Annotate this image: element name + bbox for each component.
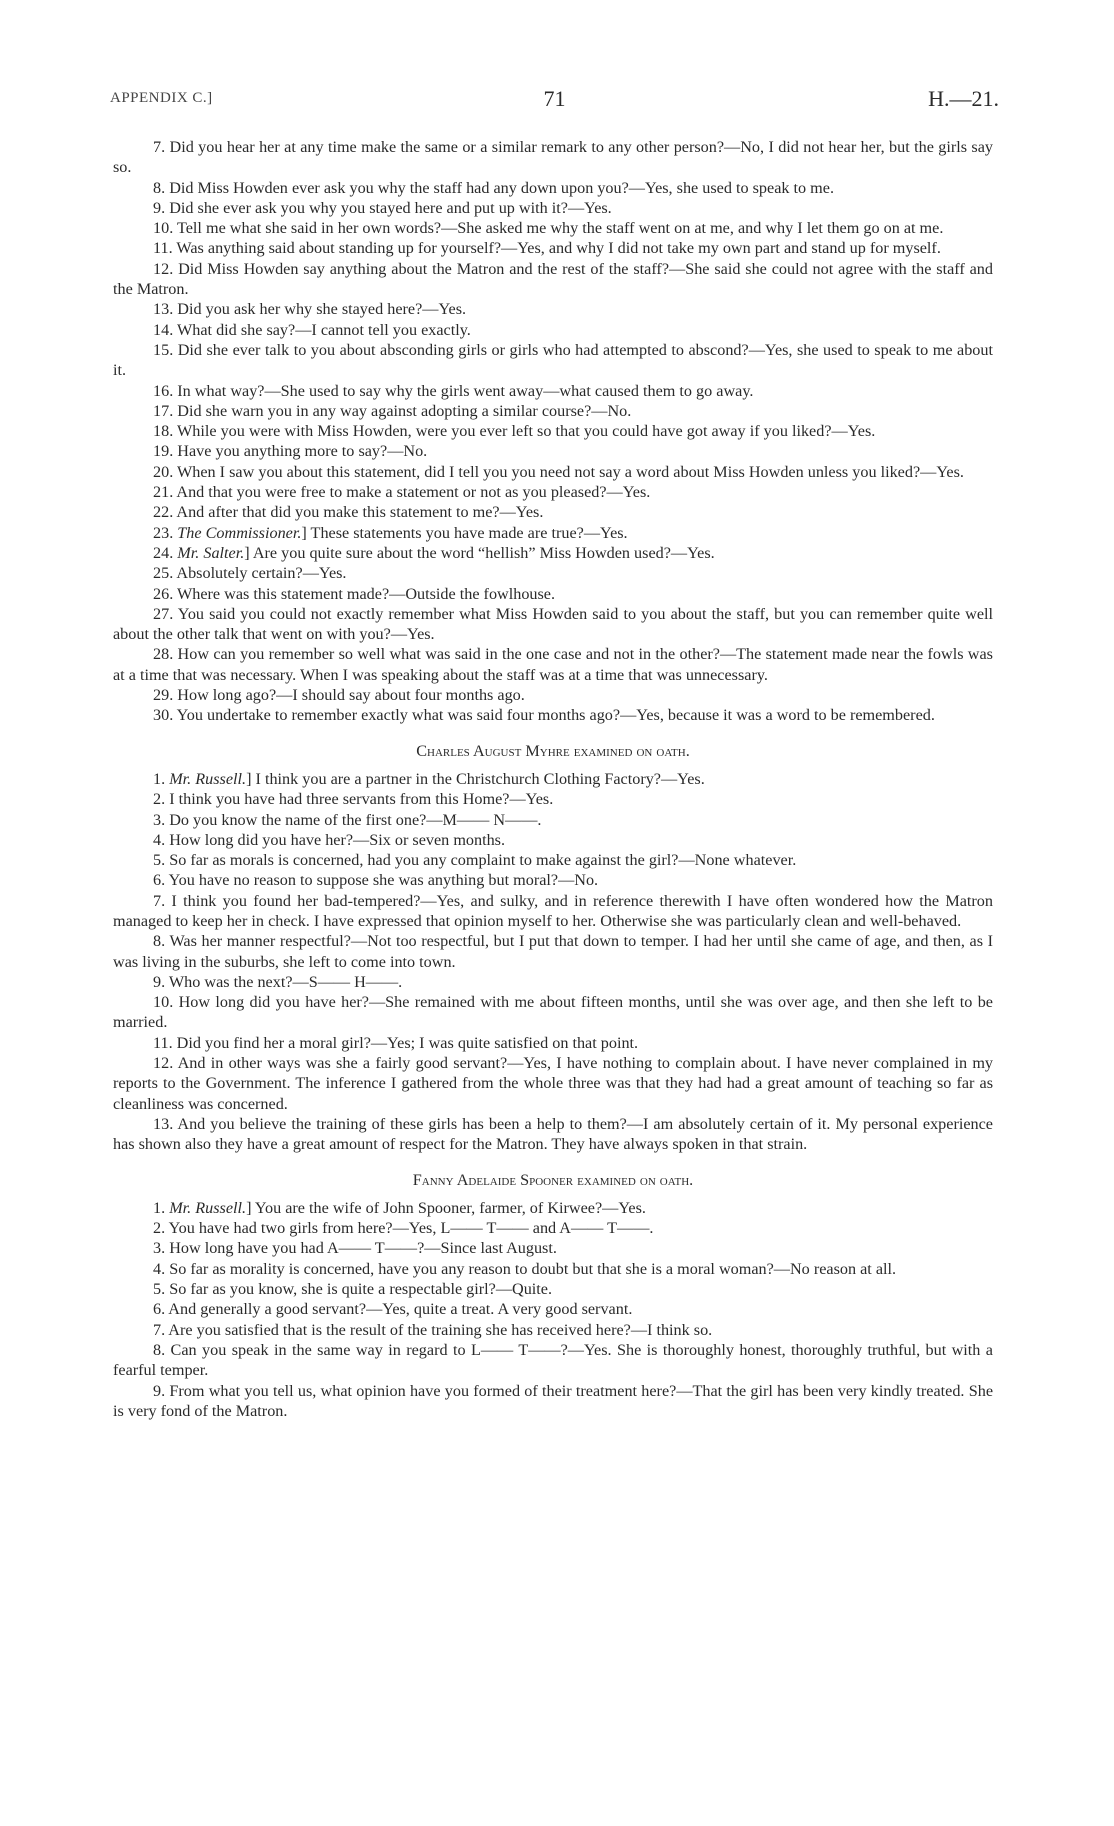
question-paragraph: 7. Did you hear her at any time make the same or a similar remark to any other person?—No, I did not hear her, but the girls say so. — [113, 138, 993, 177]
question-paragraph: 3. How long have you had A—— T——?—Since last August. — [153, 1239, 557, 1258]
question-paragraph: 2. I think you have had three servants from this Home?—Yes. — [153, 790, 554, 809]
question-paragraph: 4. How long did you have her?—Six or seven months. — [153, 830, 506, 849]
question-paragraph: 6. And generally a good servant?—Yes, quite a treat. A very good servant. — [153, 1300, 633, 1319]
question-text: ] These statements you have made are true?—Yes. — [301, 523, 628, 542]
question-paragraph: 21. And that you were free to make a statement or not as you pleased?—Yes. — [153, 483, 651, 502]
question-paragraph: 13. Did you ask her why she stayed here?—Yes. — [153, 300, 467, 319]
question-paragraph: 29. How long ago?—I should say about four months ago. — [153, 686, 525, 705]
question-paragraph: 4. So far as morality is concerned, have you any reason to doubt but that she is a moral woman?—No reason at all. — [153, 1259, 897, 1278]
question-number: 24. — [153, 543, 174, 562]
question-number: 1. — [153, 769, 166, 788]
question-paragraph: 19. Have you anything more to say?—No. — [153, 442, 428, 461]
witness-heading — [113, 1170, 993, 1190]
witness-name: Fanny Adelaide Spooner — [412, 1170, 574, 1189]
question-paragraph: 8. Was her manner respectful?—Not too respectful, but I put that down to temper. I had her until she came of age, and then, as I was living in the suburbs, she left to come into town. — [113, 932, 993, 971]
question-text: ] Are you quite sure about the word “hellish” Miss Howden used?—Yes. — [244, 543, 715, 562]
question-paragraph: 14. What did she say?—I cannot tell you exactly. — [153, 320, 471, 339]
question-paragraph: 7. Are you satisfied that is the result of the training she has received here?—I think so. — [153, 1320, 713, 1339]
question-paragraph: 6. You have no reason to suppose she was anything but moral?—No. — [153, 871, 599, 890]
question-paragraph: 9. Did she ever ask you why you stayed here and put up with it?—Yes. — [153, 198, 612, 217]
question-paragraph: 8. Did Miss Howden ever ask you why the staff had any down upon you?—Yes, she used to speak to me. — [153, 178, 834, 197]
question-paragraph: 7. I think you found her bad-tempered?—Yes, and sulky, and in reference therewith I have often wondered how the Matron managed to keep her in check. I have expressed that opinion myself to her. Otherwise she was particularly clean and well-behaved. — [113, 891, 993, 930]
witness-name: Charles August Myhre — [416, 741, 570, 760]
question-paragraph: 9. From what you tell us, what opinion have you formed of their treatment here?—That the girl has been very kindly treated. She is very fond of the Matron. — [113, 1381, 993, 1420]
question-paragraph: 15. Did she ever talk to you about absconding girls or girls who had attempted to abscond?—Yes, she used to speak to me about it. — [113, 340, 993, 380]
speaker-name: The Commissioner. — [177, 523, 302, 542]
question-paragraph — [113, 523, 993, 543]
body-text — [113, 137, 993, 1421]
question-paragraph: 26. Where was this statement made?—Outside the fowlhouse. — [153, 584, 556, 603]
question-paragraph: 10. How long did you have her?—She remained with me about fifteen months, until she was over age, and then she left to be married. — [113, 993, 993, 1032]
question-number: 1. — [153, 1198, 166, 1217]
question-paragraph: 8. Can you speak in the same way in regard to L—— T——?—Yes. She is thoroughly honest, thoroughly truthful, but with a fearful temper. — [113, 1340, 993, 1380]
question-paragraph: 25. Absolutely certain?—Yes. — [153, 564, 347, 583]
question-paragraph: 12. And in other ways was she a fairly good servant?—Yes, I have nothing to complain about. I have never complained in my reports to the Government. The inference I gathered from the whole three was that they had had a great amount of teaching so far as cleanliness was concerned. — [113, 1054, 993, 1113]
question-paragraph — [113, 769, 993, 789]
question-text: ] You are the wife of John Spooner, farmer, of Kirwee?—Yes. — [246, 1198, 646, 1217]
question-paragraph: 28. How can you remember so well what was said in the one case and not in the other?—The statement made near the fowls was at a time that was necessary. When I was speaking about the staff was at a time that was unnecessary. — [113, 645, 993, 684]
question-paragraph: 5. So far as you know, she is quite a respectable girl?—Quite. — [153, 1280, 553, 1299]
question-paragraph: 9. Who was the next?—S—— H——. — [153, 972, 403, 991]
question-paragraph: 2. You have had two girls from here?—Yes, L—— T—— and A—— T——. — [153, 1219, 654, 1238]
witness-heading — [113, 741, 993, 761]
question-text: ] I think you are a partner in the Christchurch Clothing Factory?—Yes. — [246, 769, 705, 788]
document-reference: H.—21. — [928, 86, 999, 111]
witness-heading-suffix: examined on oath. — [573, 1170, 694, 1189]
question-paragraph: 18. While you were with Miss Howden, were you ever left so that you could have got away if you liked?—Yes. — [153, 422, 876, 441]
question-paragraph: 27. You said you could not exactly remember what Miss Howden said to you about the staff, but you can remember quite well about the other talk that went on with you?—Yes. — [113, 604, 993, 644]
question-paragraph: 30. You undertake to remember exactly what was said four months ago?—Yes, because it was a word to be remembered. — [153, 706, 935, 725]
question-paragraph: 10. Tell me what she said in her own words?—She asked me why the staff went on at me, and why I let them go on at me. — [153, 219, 944, 238]
witness-heading-suffix: examined on oath. — [569, 741, 690, 760]
question-paragraph: 11. Was anything said about standing up for yourself?—Yes, and why I did not take my own part and stand up for myself. — [153, 239, 941, 258]
question-paragraph — [113, 1198, 993, 1218]
question-paragraph: 3. Do you know the name of the first one?—M—— N——. — [153, 810, 542, 829]
page-number: 71 — [543, 86, 566, 111]
question-paragraph — [113, 543, 993, 563]
speaker-name: Mr. Russell. — [169, 769, 247, 788]
speaker-name: Mr. Salter. — [177, 543, 245, 562]
question-paragraph: 17. Did she warn you in any way against adopting a similar course?—No. — [153, 401, 632, 420]
header-appendix-label: APPENDIX C.] — [110, 90, 213, 106]
question-paragraph: 16. In what way?—She used to say why the girls went away—what caused them to go away. — [153, 381, 754, 400]
question-paragraph: 11. Did you find her a moral girl?—Yes; I was quite satisfied on that point. — [153, 1033, 639, 1052]
question-paragraph: 13. And you believe the training of these girls has been a help to them?—I am absolutely certain of it. My personal experience has shown also they have a great amount of respect for the Matron. They have always spoken in that strain. — [113, 1114, 993, 1154]
question-paragraph: 22. And after that did you make this statement to me?—Yes. — [153, 503, 544, 522]
speaker-name: Mr. Russell. — [169, 1198, 247, 1217]
question-paragraph: 20. When I saw you about this statement, did I tell you you need not say a word about Miss Howden unless you liked?—Yes. — [153, 462, 964, 481]
page-header — [110, 86, 999, 116]
question-paragraph: 12. Did Miss Howden say anything about the Matron and the rest of the staff?—She said she could not agree with the staff and the Matron. — [113, 259, 993, 299]
question-number: 23. — [153, 523, 174, 542]
question-paragraph: 5. So far as morals is concerned, had you any complaint to make against the girl?—None whatever. — [153, 851, 797, 870]
